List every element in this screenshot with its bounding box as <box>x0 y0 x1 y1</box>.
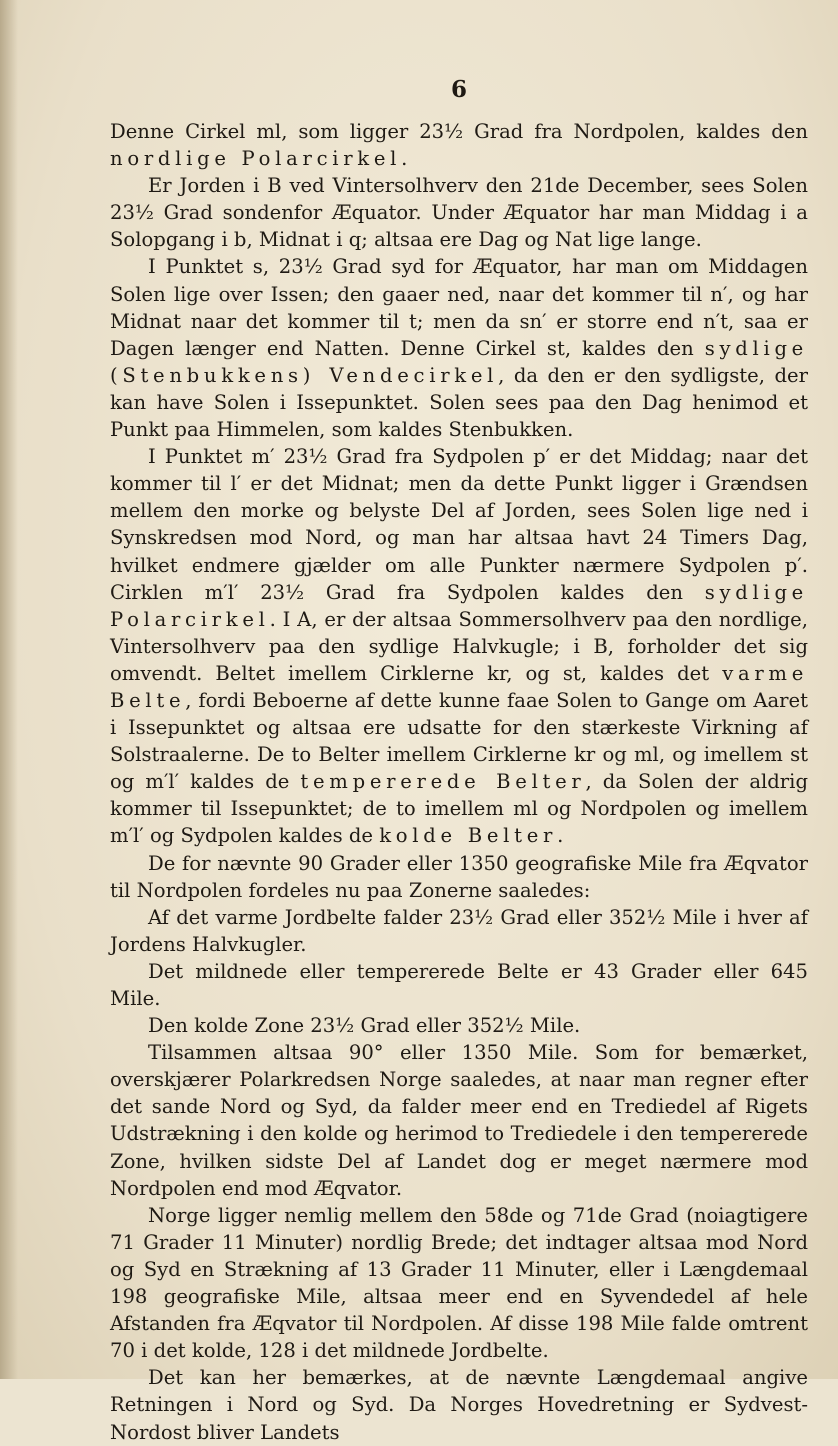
paragraph <box>110 958 808 1012</box>
page-binding-edge <box>0 0 18 1379</box>
text-run: I Punktet m′ 23½ Grad fra Sydpolen p′ er det Middag; naar det kommer til l′ er det Midnat; men da dette Punkt ligger i Grændsen mellem den morke og belyste Del af Jorden, sees Solen lige ned i Synskredsen mod Nord, og man har altsaa havt 24 Timers Dag, hvilket endmere gjælder om alle Punkter nærmere Sydpolen p′. Cirklen m′l′ 23½ Grad fra Sydpolen kaldes den <box>110 445 808 604</box>
spaced-emphasis-text: tempererede Belter <box>300 770 586 794</box>
page-number: 6 <box>450 76 467 103</box>
text-run: Er Jorden i B ved Vintersolhverv den 21de December, sees Solen 23½ Grad sondenfor Æquator. Under Æquator har man Middag i a Solopgang i b, Midnat i q; altsaa ere Dag og Nat lige lange. <box>110 174 808 252</box>
text-run: I Punktet s, 23½ Grad syd for Æquator, har man om Middagen Solen lige over Issen; den gaaer ned, naar det kommer til n′, og har Midnat naar det kommer til t; men da sn′ er storre end n′t, saa er Dagen længer end Natten. Denne Cirkel st, kaldes den <box>110 255 808 360</box>
spaced-emphasis-text: nordlige Polarcirkel <box>110 147 402 171</box>
text-run: Denne Cirkel ml, som ligger 23½ Grad fra Nordpolen, kaldes den <box>110 120 808 143</box>
text-run: Norge ligger nemlig mellem den 58de og 71de Grad (noiagtigere 71 Grader 11 Minuter) nordlig Brede; det indtager altsaa mod Nord og Syd en Strækning af 13 Grader 11 Minuter, eller i Længdemaal 198 geografiske Mile, altsaa meer end en Syvendedel af hele Afstanden fra Æqvator til Nordpolen. Af disse 198 Mile falde omtrent 70 i det kolde, 128 i det mildnede Jordbelte. <box>110 1203 808 1363</box>
paragraph <box>110 118 808 172</box>
paragraph <box>110 904 808 958</box>
paragraph <box>110 253 808 443</box>
text-run: , da Solen der aldrig kommer til Issepunktet; de to imellem ml og Nordpolen og imellem m′l′ og Sydpolen kaldes de <box>110 770 808 848</box>
text-run: Den kolde Zone 23½ Grad eller 352½ Mile. <box>148 1014 581 1038</box>
paragraph <box>110 443 808 849</box>
text-run: . <box>557 824 564 848</box>
paragraph <box>110 850 808 904</box>
spaced-emphasis-text: sydlige (Stenbukkens) Vendecirkel <box>110 336 808 387</box>
body-text <box>110 118 808 1446</box>
spaced-emphasis-text: sydlige Polarcirkel <box>110 580 808 631</box>
paragraph <box>110 1202 808 1365</box>
text-run: . <box>401 147 408 171</box>
paragraph <box>110 172 808 253</box>
text-run: De for nævnte 90 Grader eller 1350 geografiske Mile fra Æqvator til Nordpolen fordeles nu paa Zonerne saaledes: <box>110 851 808 902</box>
paragraph <box>110 1012 808 1039</box>
text-run: , da den er den sydligste, der kan have Solen i Issepunktet. Solen sees paa den Dag henimod et Punkt paa Himmelen, som kaldes Stenbukken. <box>110 363 808 442</box>
spaced-emphasis-text: kolde Belter <box>379 824 558 848</box>
spaced-emphasis-text: varme Belte <box>110 661 808 712</box>
text-run: . I A, er der altsaa Sommersolhverv paa den nordlige, Vintersolhverv paa den sydlige Halvkugle; i B, forholder det sig omvendt. Beltet imellem Cirklerne kr, og st, kaldes det <box>110 607 808 685</box>
text-run: Det mildnede eller tempererede Belte er 43 Grader eller 645 Mile. <box>110 959 808 1010</box>
text-run: Tilsammen altsaa 90° eller 1350 Mile. Som for bemærket, overskjærer Polarkredsen Norge saaledes, at naar man regner efter det sande Nord og Syd, da falder meer end en Trediedel af Rigets Udstrækning i den kolde og herimod to Trediedele i den tempererede Zone, hvilken sidste Del af Landet dog er meget nærmere mod Nordpolen end mod Æqvator. <box>110 1041 808 1200</box>
text-run: Af det varme Jordbelte falder 23½ Grad eller 352½ Mile i hver af Jordens Halvkugler. <box>110 905 808 956</box>
paragraph <box>110 1039 808 1202</box>
text-run: Det kan her bemærkes, at de nævnte Længdemaal angive Retningen i Nord og Syd. Da Norges Hovedretning er Sydvest-Nordost bliver Landets <box>110 1366 808 1444</box>
text-run: , fordi Beboerne af dette kunne faae Solen to Gange om Aaret i Issepunktet og altsaa ere udsatte for den stærkeste Virkning af Solstraalerne. De to Belter imellem Cirklerne kr og ml, og imellem st og m′l′ kaldes de <box>110 688 808 794</box>
paragraph <box>110 1364 808 1445</box>
